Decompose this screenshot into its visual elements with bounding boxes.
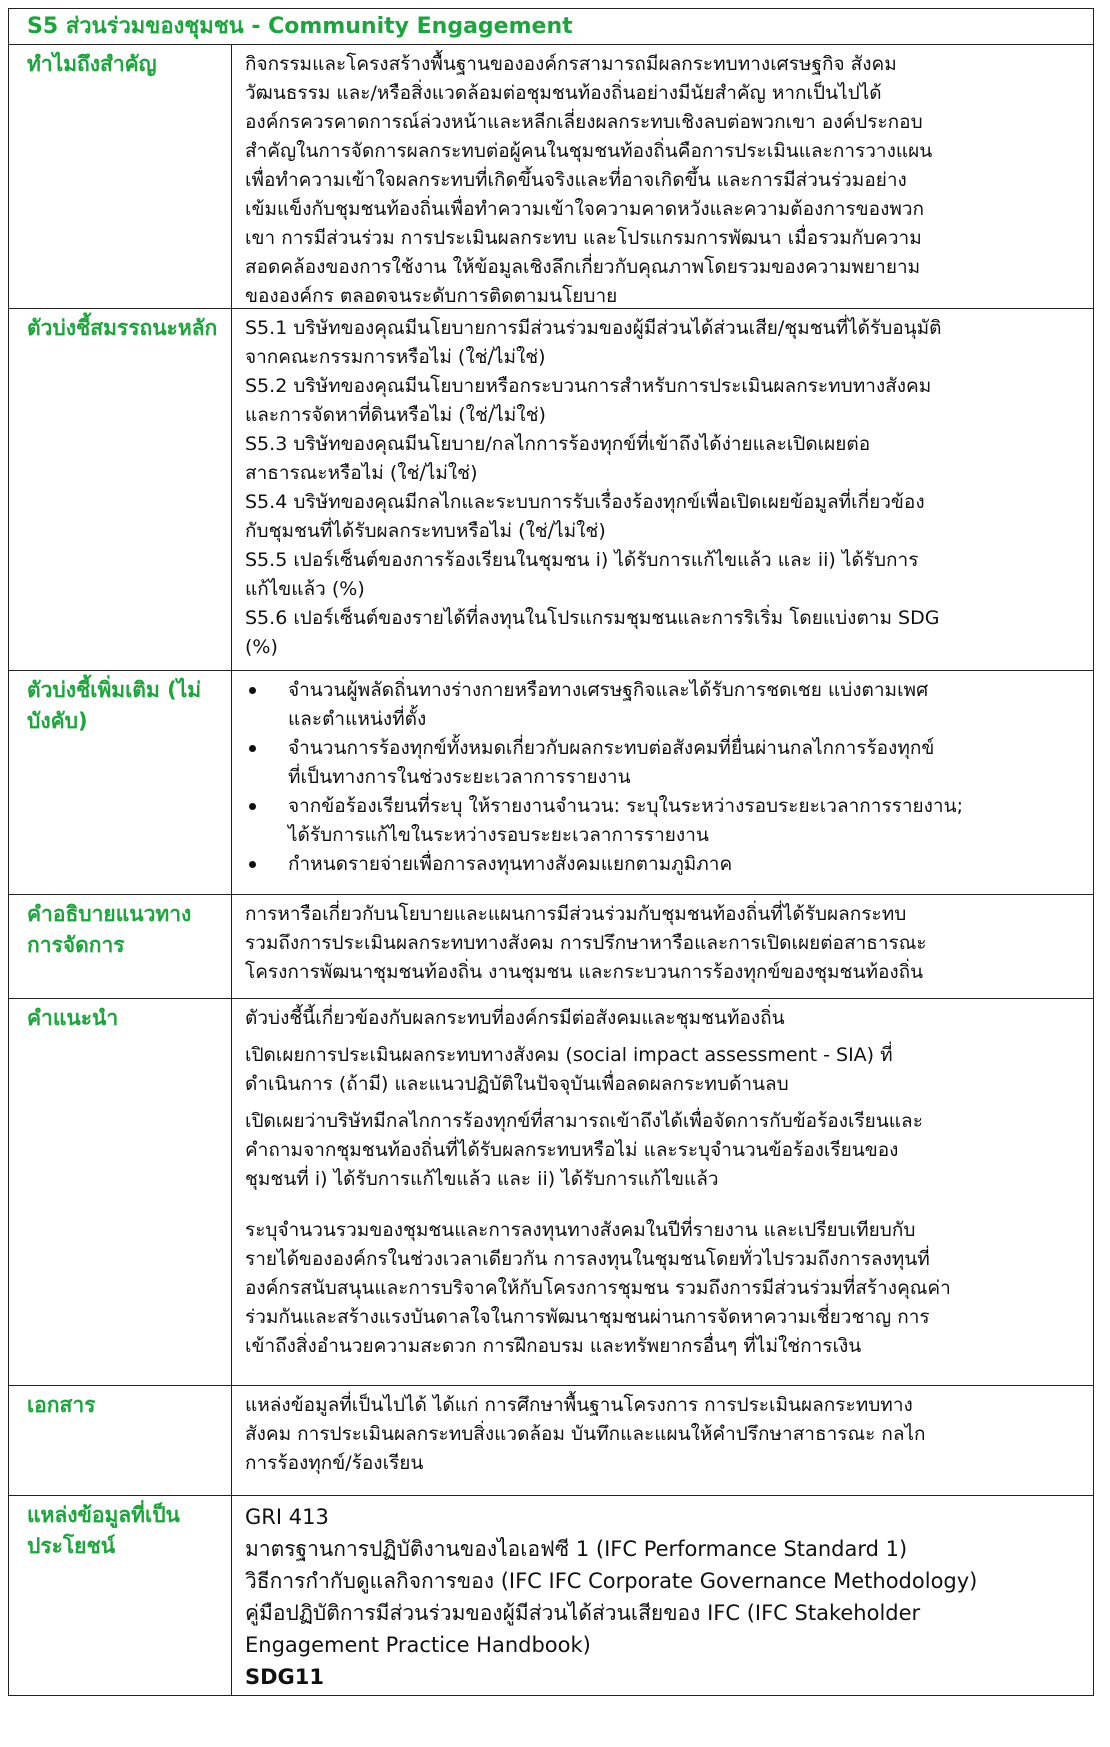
- text-line: กิจกรรมและโครงสร้างพื้นฐานขององค์กรสามารถมีผลกระทบทางเศรษฐกิจ สังคม: [245, 53, 897, 75]
- community-engagement-table: [8, 8, 1094, 1696]
- text-line: สอดคล้องของการใช้งาน ให้ข้อมูลเชิงลึกเกี่ยวกับคุณภาพโดยรวมของความพยายาม: [245, 256, 921, 278]
- row-additional-kpis: [9, 671, 1093, 895]
- guidance-paragraph: [245, 1107, 1083, 1194]
- row-core-kpis: [9, 309, 1093, 671]
- row-content-management: [232, 895, 1093, 998]
- text-line: (%): [245, 636, 278, 658]
- row-why-important: [9, 45, 1093, 309]
- row-content-sources: [232, 1496, 1093, 1695]
- text-line: ขององค์กร ตลอดจนระดับการติดตามนโยบาย: [245, 285, 618, 307]
- text-line: S5.4 บริษัทของคุณมีกลไกและระบบการรับเรื่องร้องทุกข์เพื่อเปิดเผยข้อมูลที่เกี่ยวข้อง: [245, 491, 925, 513]
- text-line: เขา การมีส่วนร่วม การประเมินผลกระทบ และโปรแกรมการพัฒนา เมื่อรวมกับความ: [245, 227, 922, 249]
- text-line: รายได้ขององค์กรในช่วงเวลาเดียวกัน การลงทุนในชุมชนโดยทั่วไปรวมถึงการลงทุนที่: [245, 1248, 930, 1270]
- bullet-icon: [249, 745, 256, 752]
- row-label-core: ตัวบ่งชี้สมรรถนะหลัก: [9, 309, 232, 670]
- text-line: การร้องทุกข์/ร้องเรียน: [245, 1452, 424, 1474]
- text-line: เข้าถึงสิ่งอำนวยความสะดวก การฝึกอบรม และทรัพยากรอื่นๆ ที่ไม่ใช่การเงิน: [245, 1335, 862, 1357]
- text-line: แหล่งข้อมูลที่เป็นไปได้ ได้แก่ การศึกษาพื้นฐานโครงการ การประเมินผลกระทบทาง: [245, 1394, 913, 1416]
- text-line: เพื่อทำความเข้าใจผลกระทบที่เกิดขึ้นจริงและที่อาจเกิดขึ้น และการมีส่วนร่วมอย่าง: [245, 169, 907, 191]
- bullet-icon: [249, 861, 256, 868]
- row-content-documents: [232, 1386, 1093, 1495]
- guidance-paragraph: [245, 1041, 1083, 1099]
- row-useful-sources: [9, 1496, 1093, 1695]
- row-label-why: ทำไมถึงสำคัญ: [9, 45, 232, 308]
- row-label-guidance: คำแนะนำ: [9, 999, 232, 1385]
- row-content-why: [232, 45, 1093, 308]
- text-line: การหารือเกี่ยวกับนโยบายและแผนการมีส่วนร่วมกับชุมชนท้องถิ่นที่ได้รับผลกระทบ: [245, 903, 907, 925]
- text-line: สำคัญในการจัดการผลกระทบต่อผู้คนในชุมชนท้องถิ่นคือการประเมินและการวางแผน: [245, 140, 933, 162]
- text-line: กับชุมชนที่ได้รับผลกระทบหรือไม่ (ใช่/ไม่ใช่): [245, 520, 606, 542]
- row-label-additional: ตัวบ่งชี้เพิ่มเติม (ไม่บังคับ): [9, 671, 232, 894]
- text-line: โครงการพัฒนาชุมชนท้องถิ่น งานชุมชน และกระบวนการร้องทุกข์ของชุมชนท้องถิ่น: [245, 961, 924, 983]
- text-line: คำถามจากชุมชนท้องถิ่นที่ได้รับผลกระทบหรือไม่ และระบุจำนวนข้อร้องเรียนของ: [245, 1139, 899, 1161]
- text-line: แก้ไขแล้ว (%): [245, 578, 365, 600]
- text-line: Engagement Practice Handbook): [245, 1633, 591, 1657]
- row-documents: [9, 1386, 1093, 1496]
- row-content-core: [232, 309, 1093, 670]
- row-label-documents: เอกสาร: [9, 1386, 232, 1495]
- text-line: คู่มือปฏิบัติการมีส่วนร่วมของผู้มีส่วนได้ส่วนเสียของ IFC (IFC Stakeholder: [245, 1601, 921, 1625]
- row-guidance: [9, 999, 1093, 1386]
- text-line: ตัวบ่งชี้นี้เกี่ยวข้องกับผลกระทบที่องค์กรมีต่อสังคมและชุมชนท้องถิ่น: [245, 1007, 785, 1029]
- guidance-paragraph: [245, 1004, 1083, 1033]
- text-line: ชุมชนที่ i) ได้รับการแก้ไขแล้ว และ ii) ได้รับการแก้ไขแล้ว: [245, 1168, 719, 1190]
- text-line: องค์กรสนับสนุนและการบริจาคให้กับโครงการชุมชน รวมถึงการมีส่วนร่วมที่สร้างคุณค่า: [245, 1277, 951, 1299]
- row-management-approach: [9, 895, 1093, 999]
- text-line: รวมถึงการประเมินผลกระทบทางสังคม การปรึกษาหารือและการเปิดเผยต่อสาธารณะ: [245, 932, 927, 954]
- list-item: กำหนดรายจ่ายเพื่อการลงทุนทางสังคมแยกตามภูมิภาค: [245, 850, 1083, 879]
- bullet-icon: [249, 803, 256, 810]
- text-line: เข้มแข็งกับชุมชนท้องถิ่นเพื่อทำความเข้าใจความคาดหวังและความต้องการของพวก: [245, 198, 925, 220]
- text-line: เปิดเผยว่าบริษัทมีกลไกการร้องทุกข์ที่สามารถเข้าถึงได้เพื่อจัดการกับข้อร้องเรียนและ: [245, 1110, 923, 1132]
- table-title: S5 ส่วนร่วมของชุมชน - Community Engagement: [9, 9, 1093, 45]
- text-line: S5.2 บริษัทของคุณมีนโยบายหรือกระบวนการสำหรับการประเมินผลกระทบทางสังคม: [245, 375, 932, 397]
- guidance-paragraph: [245, 1216, 1083, 1361]
- text-line: จากคณะกรรมการหรือไม่ (ใช่/ไม่ใช่): [245, 346, 546, 368]
- row-content-additional: [232, 671, 1093, 894]
- sdg-reference: SDG11: [245, 1665, 325, 1689]
- text-line: ระบุจำนวนรวมของชุมชนและการลงทุนทางสังคมในปีที่รายงาน และเปรียบเทียบกับ: [245, 1219, 916, 1241]
- text-line: วัฒนธรรม และ/หรือสิ่งแวดล้อมต่อชุมชนท้องถิ่นอย่างมีนัยสำคัญ หากเป็นไปได้: [245, 82, 882, 104]
- text-line: สาธารณะหรือไม่ (ใช่/ไม่ใช่): [245, 462, 478, 484]
- row-label-sources: แหล่งข้อมูลที่เป็นประโยชน์: [9, 1496, 232, 1695]
- list-item: จำนวนผู้พลัดถิ่นทางร่างกายหรือทางเศรษฐกิจและได้รับการชดเชย แบ่งตามเพศ และตำแหน่งที่ตั้ง: [245, 676, 1083, 734]
- text-line: สังคม การประเมินผลกระทบสิ่งแวดล้อม บันทึกและแผนให้คำปรึกษาสาธารณะ กลไก: [245, 1423, 926, 1445]
- text-line: S5.1 บริษัทของคุณมีนโยบายการมีส่วนร่วมของผู้มีส่วนได้ส่วนเสีย/ชุมชนที่ได้รับอนุมัติ: [245, 317, 942, 339]
- text-line: องค์กรควรคาดการณ์ล่วงหน้าและหลีกเลี่ยงผลกระทบเชิงลบต่อพวกเขา องค์ประกอบ: [245, 111, 923, 133]
- row-label-management: คำอธิบายแนวทางการจัดการ: [9, 895, 232, 998]
- text-line: มาตรฐานการปฏิบัติงานของไอเอฟซี 1 (IFC Performance Standard 1): [245, 1537, 908, 1561]
- text-line: S5.5 เปอร์เซ็นต์ของการร้องเรียนในชุมชน i) ได้รับการแก้ไขแล้ว และ ii) ได้รับการ: [245, 549, 919, 571]
- text-line: GRI 413: [245, 1505, 329, 1529]
- row-content-guidance: [232, 999, 1093, 1385]
- text-line: เปิดเผยการประเมินผลกระทบทางสังคม (social impact assessment - SIA) ที่: [245, 1044, 893, 1066]
- text-line: และการจัดหาที่ดินหรือไม่ (ใช่/ไม่ใช่): [245, 404, 546, 426]
- text-line: ร่วมกันและสร้างแรงบันดาลใจในการพัฒนาชุมชนผ่านการจัดหาความเชี่ยวชาญ การ: [245, 1306, 930, 1328]
- text-line: S5.6 เปอร์เซ็นต์ของรายได้ที่ลงทุนในโปรแกรมชุมชนและการริเริ่ม โดยแบ่งตาม SDG: [245, 607, 940, 629]
- text-line: ดำเนินการ (ถ้ามี) และแนวปฏิบัติในปัจจุบันเพื่อลดผลกระทบด้านลบ: [245, 1073, 789, 1095]
- text-line: วิธีการกำกับดูแลกิจการของ (IFC IFC Corporate Governance Methodology): [245, 1569, 978, 1593]
- list-item: จากข้อร้องเรียนที่ระบุ ให้รายงานจำนวน: ระบุในระหว่างรอบระยะเวลาการรายงาน; ได้รับการแก้ไขในระหว่างรอบระยะเวลาการรายงาน: [245, 792, 1083, 850]
- bullet-icon: [249, 687, 256, 694]
- list-item: จำนวนการร้องทุกข์ทั้งหมดเกี่ยวกับผลกระทบต่อสังคมที่ยื่นผ่านกลไกการร้องทุกข์ ที่เป็นทางการในช่วงระยะเวลาการรายงาน: [245, 734, 1083, 792]
- text-line: S5.3 บริษัทของคุณมีนโยบาย/กลไกการร้องทุกข์ที่เข้าถึงได้ง่ายและเปิดเผยต่อ: [245, 433, 871, 455]
